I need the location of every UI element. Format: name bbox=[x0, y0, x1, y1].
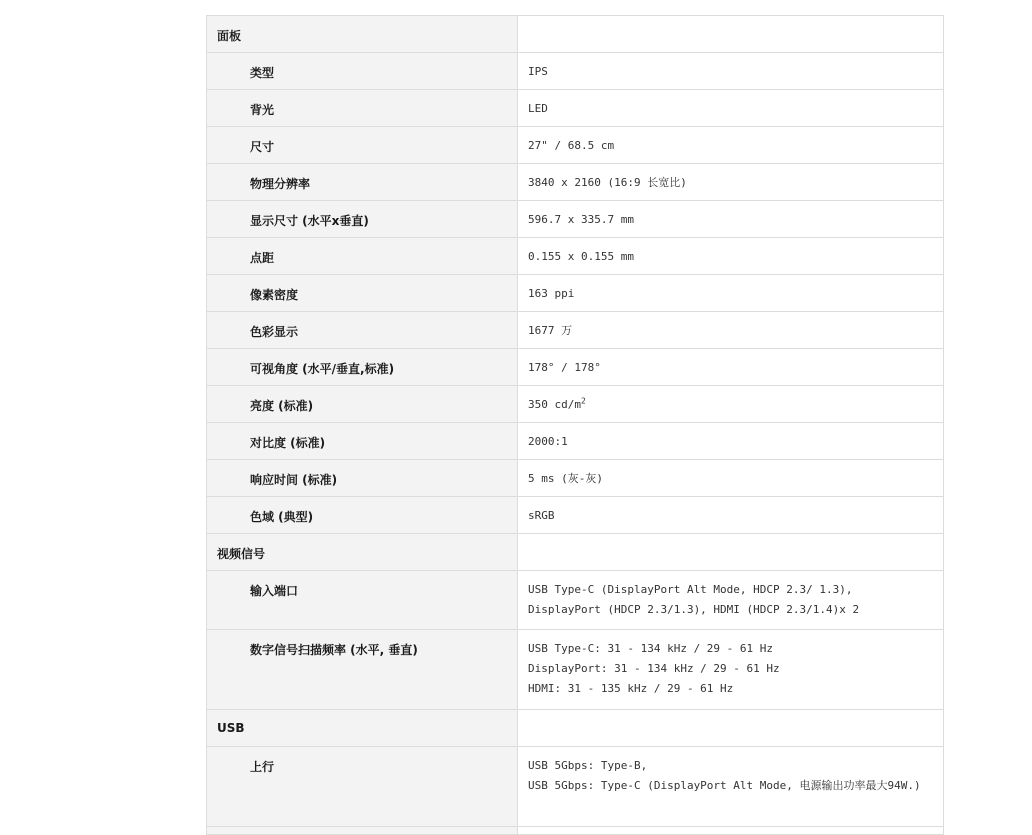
spec-label: 数字信号扫描频率 (水平, 垂直) bbox=[207, 630, 518, 710]
spec-row-partial bbox=[207, 827, 944, 835]
spec-row-pixel-density bbox=[207, 275, 944, 312]
section-row-usb bbox=[207, 710, 944, 747]
spec-label: 响应时间 (标准) bbox=[207, 460, 518, 497]
spec-value bbox=[518, 630, 944, 710]
spec-row-colors bbox=[207, 312, 944, 349]
spec-label: 背光 bbox=[207, 90, 518, 127]
spec-value: sRGB bbox=[518, 497, 944, 534]
spec-row-response-time bbox=[207, 460, 944, 497]
spec-row-size bbox=[207, 127, 944, 164]
spec-value: 350 cd/m bbox=[528, 398, 581, 411]
spec-value bbox=[518, 571, 944, 630]
spec-row-type bbox=[207, 53, 944, 90]
spec-row-input-ports bbox=[207, 571, 944, 630]
spec-label: 物理分辨率 bbox=[207, 164, 518, 201]
section-row-panel bbox=[207, 16, 944, 53]
spec-label: 像素密度 bbox=[207, 275, 518, 312]
section-label: 视频信号 bbox=[207, 534, 518, 571]
spec-label: 可视角度 (水平/垂直,标准) bbox=[207, 349, 518, 386]
spec-value-line: USB Type-C: 31 - 134 kHz / 29 - 61 Hz bbox=[528, 642, 774, 655]
section-label: USB bbox=[207, 710, 518, 747]
spec-value: 5 ms (灰-灰) bbox=[518, 460, 944, 497]
spec-value-wrapper bbox=[518, 386, 944, 423]
spec-value-line: USB Type-C (DisplayPort Alt Mode, HDCP 2.3/ 1.3), bbox=[528, 583, 853, 596]
spec-row-backlight bbox=[207, 90, 944, 127]
spec-row-upstream bbox=[207, 747, 944, 827]
spec-value: 596.7 x 335.7 mm bbox=[518, 201, 944, 238]
spec-row-pixel-pitch bbox=[207, 238, 944, 275]
spec-value: 0.155 x 0.155 mm bbox=[518, 238, 944, 275]
spec-label: 亮度 (标准) bbox=[207, 386, 518, 423]
spec-value: 178° / 178° bbox=[518, 349, 944, 386]
spec-value-line: DisplayPort: 31 - 134 kHz / 29 - 61 Hz bbox=[528, 662, 780, 675]
spec-value-superscript: 2 bbox=[580, 396, 586, 406]
spec-label: 显示尺寸 (水平x垂直) bbox=[207, 201, 518, 238]
spec-value: 3840 x 2160 (16:9 长宽比) bbox=[518, 164, 944, 201]
spec-label: 尺寸 bbox=[207, 127, 518, 164]
spec-label: 输入端口 bbox=[207, 571, 518, 630]
section-row-video-signal bbox=[207, 534, 944, 571]
spec-value bbox=[518, 747, 944, 827]
spec-label-partial bbox=[207, 827, 518, 835]
spec-label: 色彩显示 bbox=[207, 312, 518, 349]
spec-label: 类型 bbox=[207, 53, 518, 90]
section-label: 面板 bbox=[207, 16, 518, 53]
spec-row-display-size bbox=[207, 201, 944, 238]
spec-row-brightness bbox=[207, 386, 944, 423]
spec-value-line: HDMI: 31 - 135 kHz / 29 - 61 Hz bbox=[528, 682, 734, 695]
spec-row-scan-frequency bbox=[207, 630, 944, 710]
spec-value: 27" / 68.5 cm bbox=[518, 127, 944, 164]
spec-value: IPS bbox=[518, 53, 944, 90]
spec-value: 163 ppi bbox=[518, 275, 944, 312]
section-value bbox=[518, 534, 944, 571]
spec-value: 1677 万 bbox=[518, 312, 944, 349]
spec-value: LED bbox=[518, 90, 944, 127]
spec-value-line: DisplayPort (HDCP 2.3/1.3), HDMI (HDCP 2.3/1.4)x 2 bbox=[528, 603, 860, 616]
spec-row-color-gamut bbox=[207, 497, 944, 534]
spec-label: 上行 bbox=[207, 747, 518, 827]
spec-value-partial bbox=[518, 827, 944, 835]
spec-row-contrast bbox=[207, 423, 944, 460]
section-value bbox=[518, 16, 944, 53]
spec-value: 2000:1 bbox=[518, 423, 944, 460]
spec-label: 对比度 (标准) bbox=[207, 423, 518, 460]
spec-table bbox=[206, 15, 944, 835]
spec-row-resolution bbox=[207, 164, 944, 201]
spec-row-viewing-angle bbox=[207, 349, 944, 386]
spec-label: 色域 (典型) bbox=[207, 497, 518, 534]
spec-value-line: USB 5Gbps: Type-C (DisplayPort Alt Mode, 电源输出功率最大94W.) bbox=[528, 779, 921, 792]
spec-label: 点距 bbox=[207, 238, 518, 275]
spec-value-line: USB 5Gbps: Type-B, bbox=[528, 759, 648, 772]
section-value bbox=[518, 710, 944, 747]
